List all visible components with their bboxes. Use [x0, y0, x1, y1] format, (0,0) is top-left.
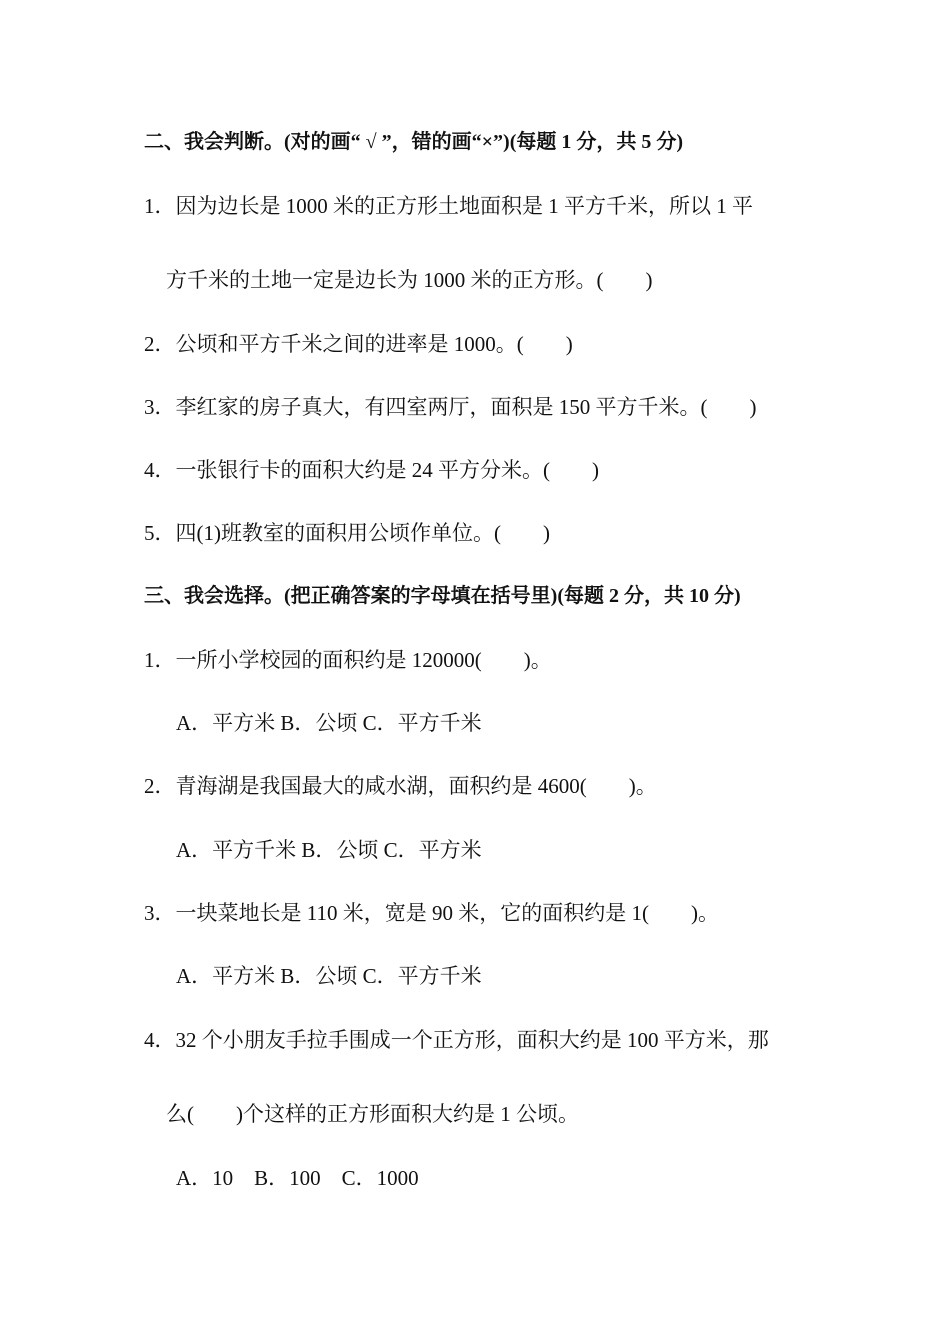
judge-q3: 3．李红家的房子真大，有四室两厅，面积是 150 平方千米。( )	[144, 395, 757, 419]
choice-q3-options: A．平方米 B．公顷 C．平方千米	[176, 964, 482, 988]
choice-q4-line2: 么( )个这样的正方形面积大约是 1 公顷。	[166, 1102, 579, 1126]
choice-q4-line1: 4．32 个小朋友手拉手围成一个正方形，面积大约是 100 平方米，那	[144, 1028, 769, 1052]
choice-q3: 3．一块菜地长是 110 米，宽是 90 米，它的面积约是 1( )。	[144, 901, 719, 925]
choice-q1: 1．一所小学校园的面积约是 120000( )。	[144, 648, 552, 672]
choice-q1-options: A．平方米 B．公顷 C．平方千米	[176, 711, 482, 735]
judge-q1-line1: 1．因为边长是 1000 米的正方形土地面积是 1 平方千米，所以 1 平	[144, 194, 753, 218]
judge-q5: 5．四(1)班教室的面积用公顷作单位。( )	[144, 521, 550, 545]
section-3-heading: 三、我会选择。(把正确答案的字母填在括号里)(每题 2 分，共 10 分)	[144, 585, 741, 607]
judge-q4: 4．一张银行卡的面积大约是 24 平方分米。( )	[144, 458, 599, 482]
choice-q2: 2．青海湖是我国最大的咸水湖，面积约是 4600( )。	[144, 774, 657, 798]
choice-q2-options: A．平方千米 B．公顷 C．平方米	[176, 838, 482, 862]
judge-q2: 2．公顷和平方千米之间的进率是 1000。( )	[144, 332, 573, 356]
choice-q4-options: A．10 B．100 C．1000	[176, 1166, 419, 1190]
section-2-heading: 二、我会判断。(对的画“ √ ”，错的画“×”)(每题 1 分，共 5 分)	[144, 131, 684, 153]
judge-q1-line2: 方千米的土地一定是边长为 1000 米的正方形。( )	[166, 268, 653, 292]
